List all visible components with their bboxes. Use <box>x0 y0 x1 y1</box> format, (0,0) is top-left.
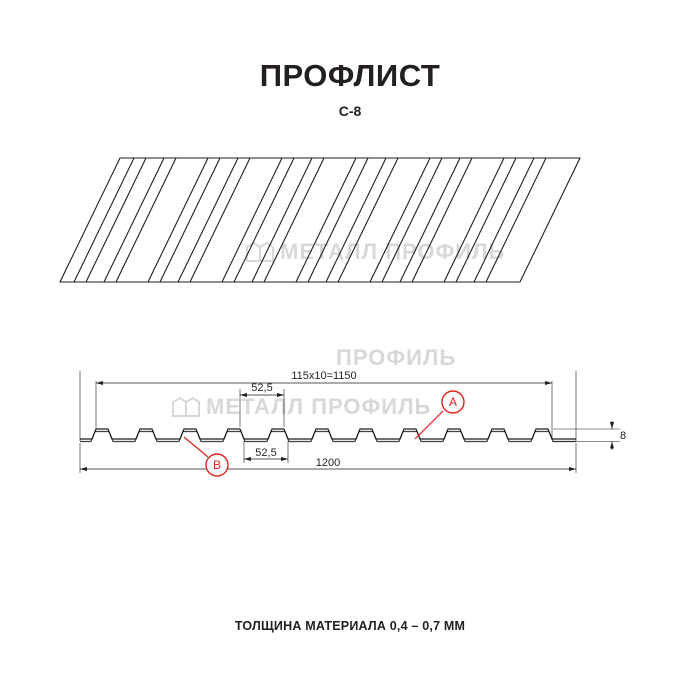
watermark-text: МЕТАЛЛ ПРОФИЛЬ <box>280 239 506 264</box>
isometric-sheet-drawing <box>60 140 640 300</box>
callout-b-label: B <box>212 458 222 472</box>
cross-section-drawing <box>60 355 660 485</box>
dim-total-width: 1200 <box>315 457 341 469</box>
callout-b <box>184 437 228 476</box>
watermark-text: МЕТАЛЛ ПРОФИЛЬ <box>206 394 432 419</box>
watermark-text: ПРОФИЛЬ <box>336 345 457 370</box>
dim-rib-pitch-bottom: 52,5 <box>255 447 277 459</box>
dim-working-width: 115х10=1150 <box>291 370 357 382</box>
page-title: ПРОФЛИСТ <box>259 58 441 93</box>
product-model: С-8 <box>338 103 362 119</box>
callout-a-label: A <box>448 395 458 409</box>
material-thickness-note: ТОЛЩИНА МАТЕРИАЛА 0,4 – 0,7 ММ <box>234 619 466 633</box>
dim-profile-height: 8 <box>620 430 627 442</box>
dim-rib-pitch-top: 52,5 <box>251 382 273 394</box>
